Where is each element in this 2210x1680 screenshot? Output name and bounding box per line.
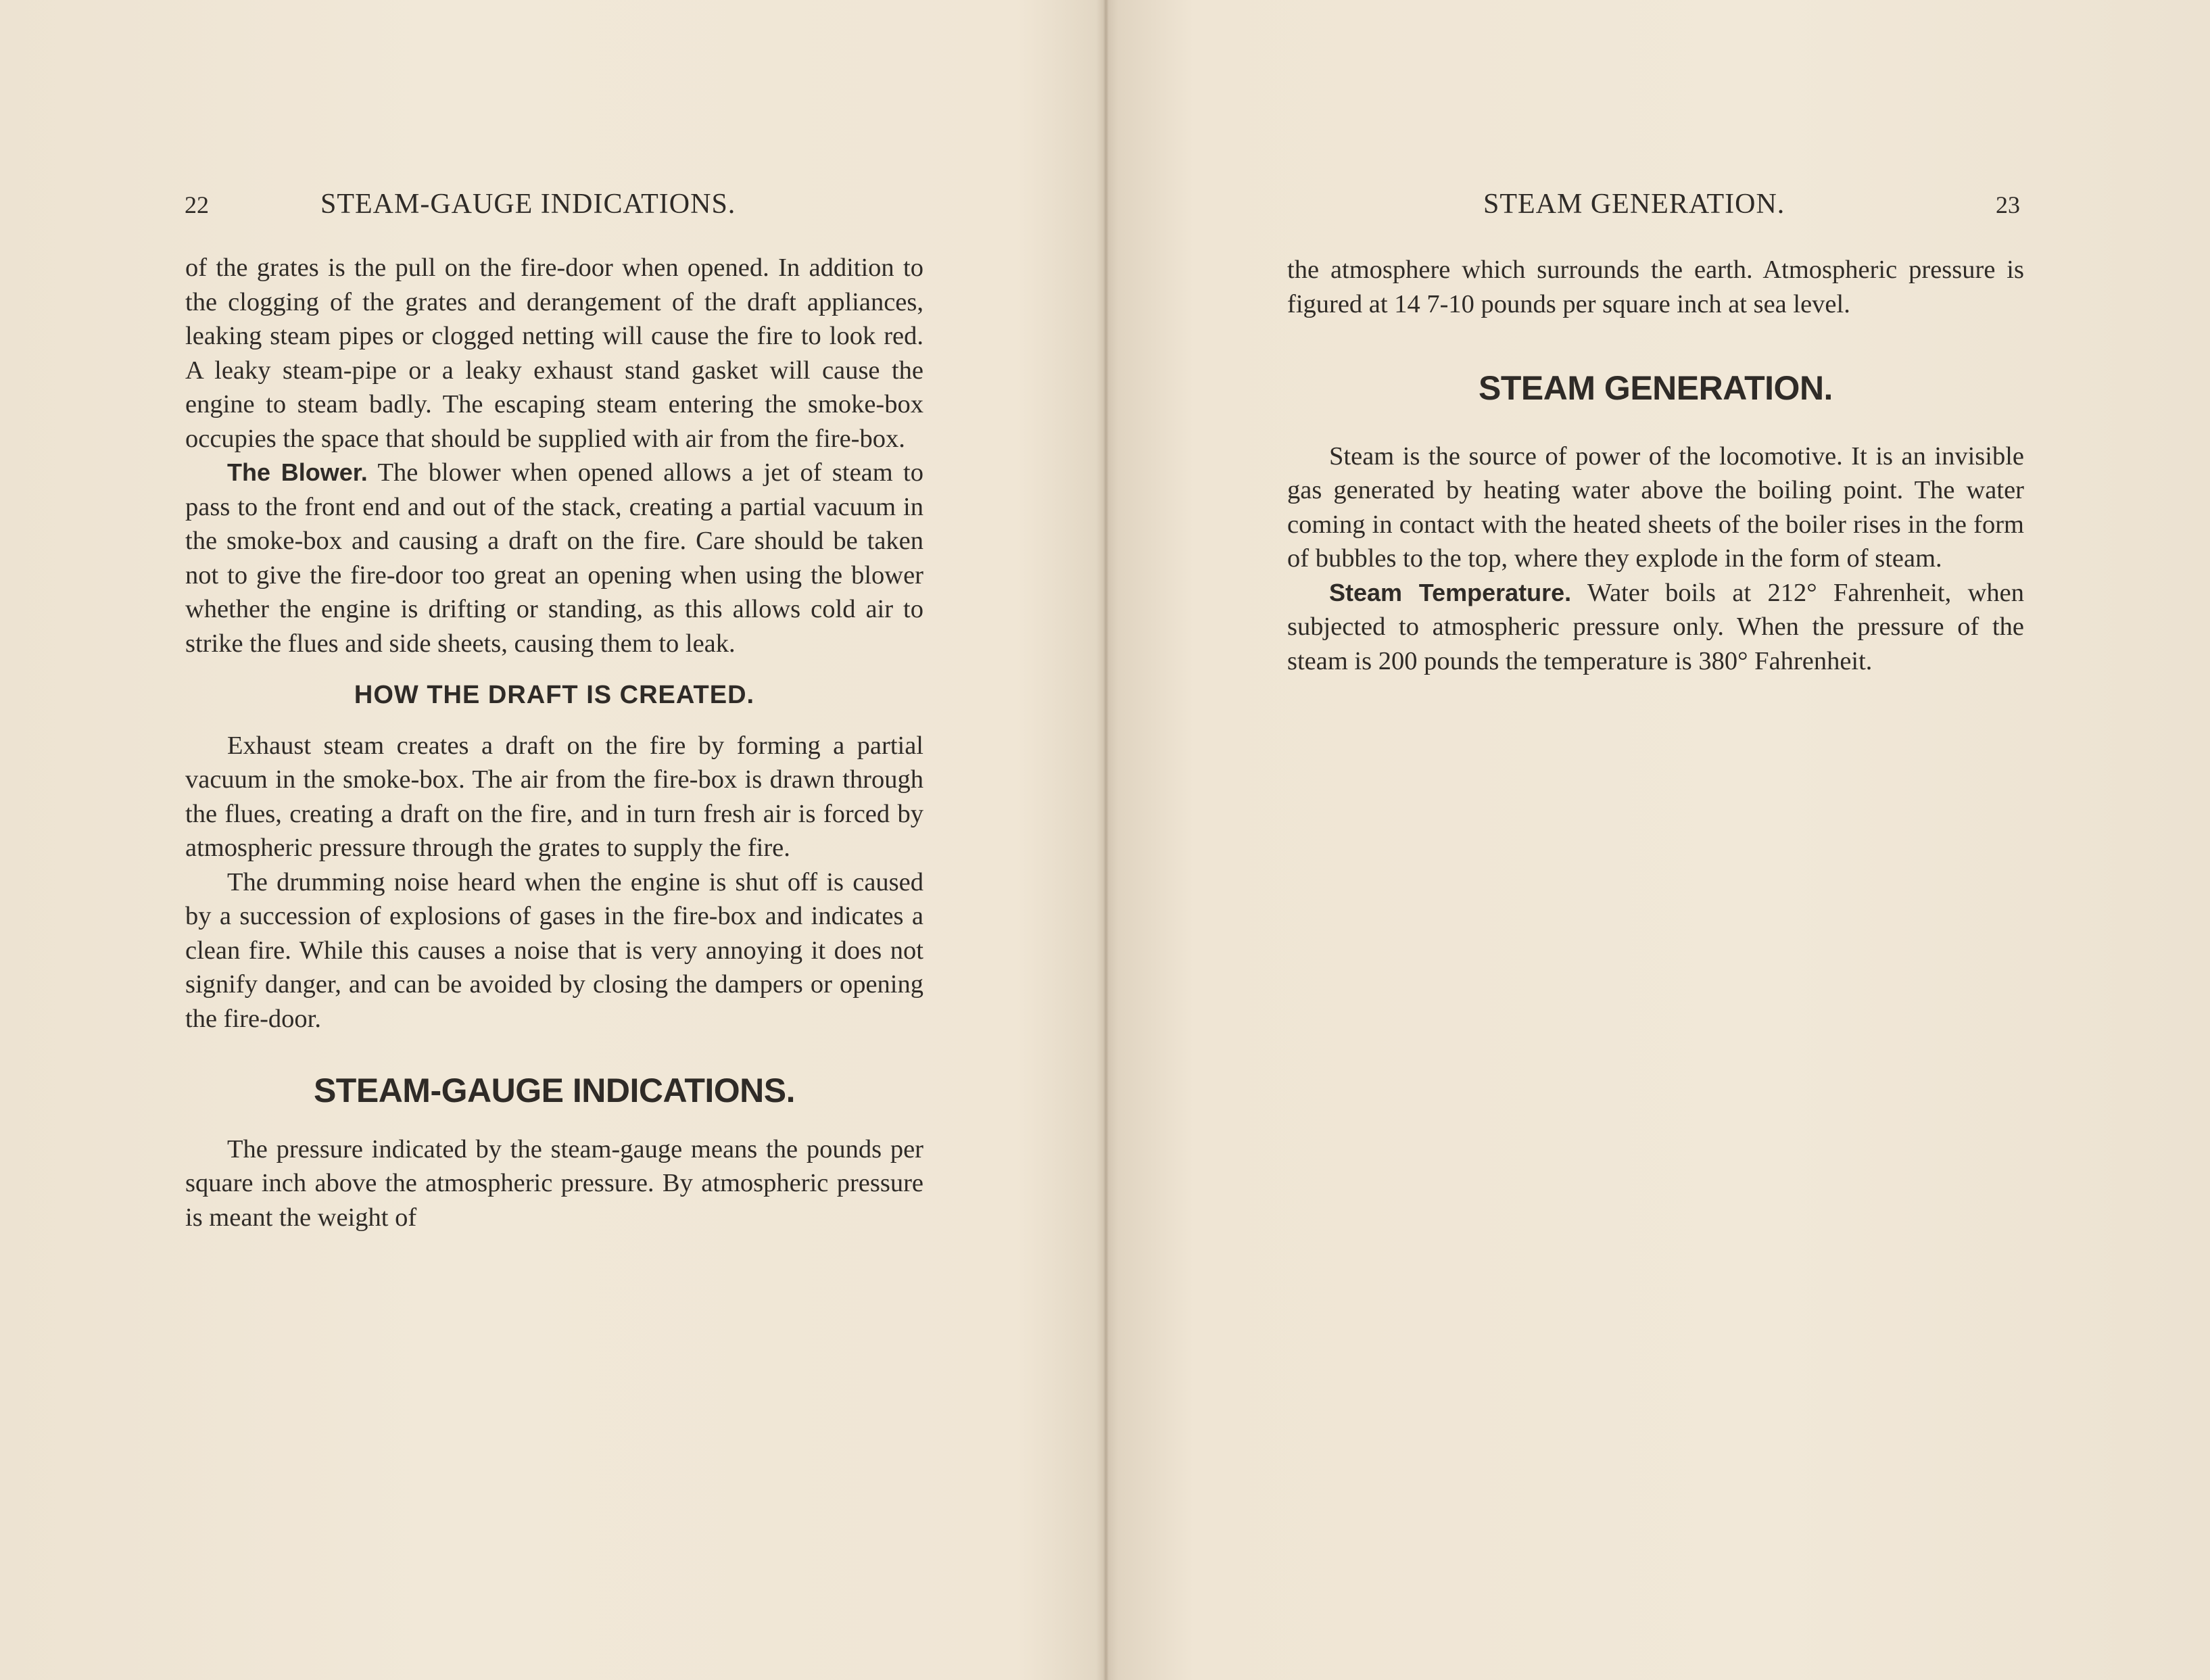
- running-head-right: STEAM GENERATION.: [1483, 189, 1785, 220]
- section-heading: STEAM GENERATION.: [1479, 369, 1833, 407]
- paragraph: of the grates is the pull on the fire-door when opened. In addition to the clogging of the grates and derangement of the draft appliances, leaking steam pipes or clogged netting will cause the fire to look red. A leaky steam-pipe or a leaky exhaust stand gasket will cause the engine to steam badly. The escaping steam entering the smoke-box occupies the space that should be supplied with air from the fire-box.: [185, 254, 923, 453]
- paragraph-text: Water boils at 212° Fahrenheit, when subjected to atmospheric pressure only. When the pressure of the steam is 200 pounds the temperature is 380° Fahrenheit.: [1287, 578, 2024, 675]
- page-number-right: 23: [1996, 191, 2020, 218]
- section-heading: STEAM-GAUGE INDICATIONS.: [313, 1072, 796, 1109]
- paragraph-text: The blower when opened allows a jet of steam to pass to the front end and out of the stack, creating a partial vacuum in the smoke-box and causing a draft on the fire. Care should be taken not to give the fire-door too great an opening when using the blower whether the engine is drifting or standing, as this allows cold air to strike the flues and side sheets, causing them to leak.: [185, 458, 924, 658]
- paragraph: Steam is the source of power of the locomotive. It is an invisible gas generated by heating water above the boiling point. The water coming in contact with the heated sheets of the boiler rises in the form of bubbles to the top, where they explode in the form of steam.: [1287, 441, 2024, 573]
- paragraph-blower: [185, 456, 923, 661]
- book-gutter: [1103, 0, 1109, 1680]
- runin-heading: Steam Temperature.: [1329, 578, 1572, 606]
- paragraph: The drumming noise heard when the engine is shut off is caused by a succession of explosions of gases in the fire-box and indicates a clean fire. While this causes a noise that is very annoying it does not signify danger, and can be avoided by closing the dampers or opening the fire-door.: [185, 867, 923, 1033]
- paragraph: the atmosphere which surrounds the earth. Atmospheric pressure is figured at 14 7-10 pounds per square inch at sea level.: [1287, 256, 2024, 318]
- runin-heading: The Blower.: [227, 458, 368, 486]
- running-head-left: STEAM-GAUGE INDICATIONS.: [320, 189, 736, 220]
- page-number-left: 22: [185, 191, 209, 218]
- paragraph: Exhaust steam creates a draft on the fire by forming a partial vacuum in the smoke-box. The air from the fire-box is drawn through the flues, creating a draft on the fire, and in turn fresh air is forced by atmospheric pressure through the grates to supply the fire.: [185, 731, 923, 862]
- right-text-column: [1287, 253, 2024, 678]
- left-text-column: [185, 251, 923, 1234]
- paragraph: The pressure indicated by the steam-gauge means the pounds per square inch above the atmospheric pressure. By atmospheric pressure is meant the weight of: [185, 1134, 923, 1232]
- paragraph-temperature: [1287, 576, 2024, 679]
- section-heading: HOW THE DRAFT IS CREATED.: [354, 681, 755, 709]
